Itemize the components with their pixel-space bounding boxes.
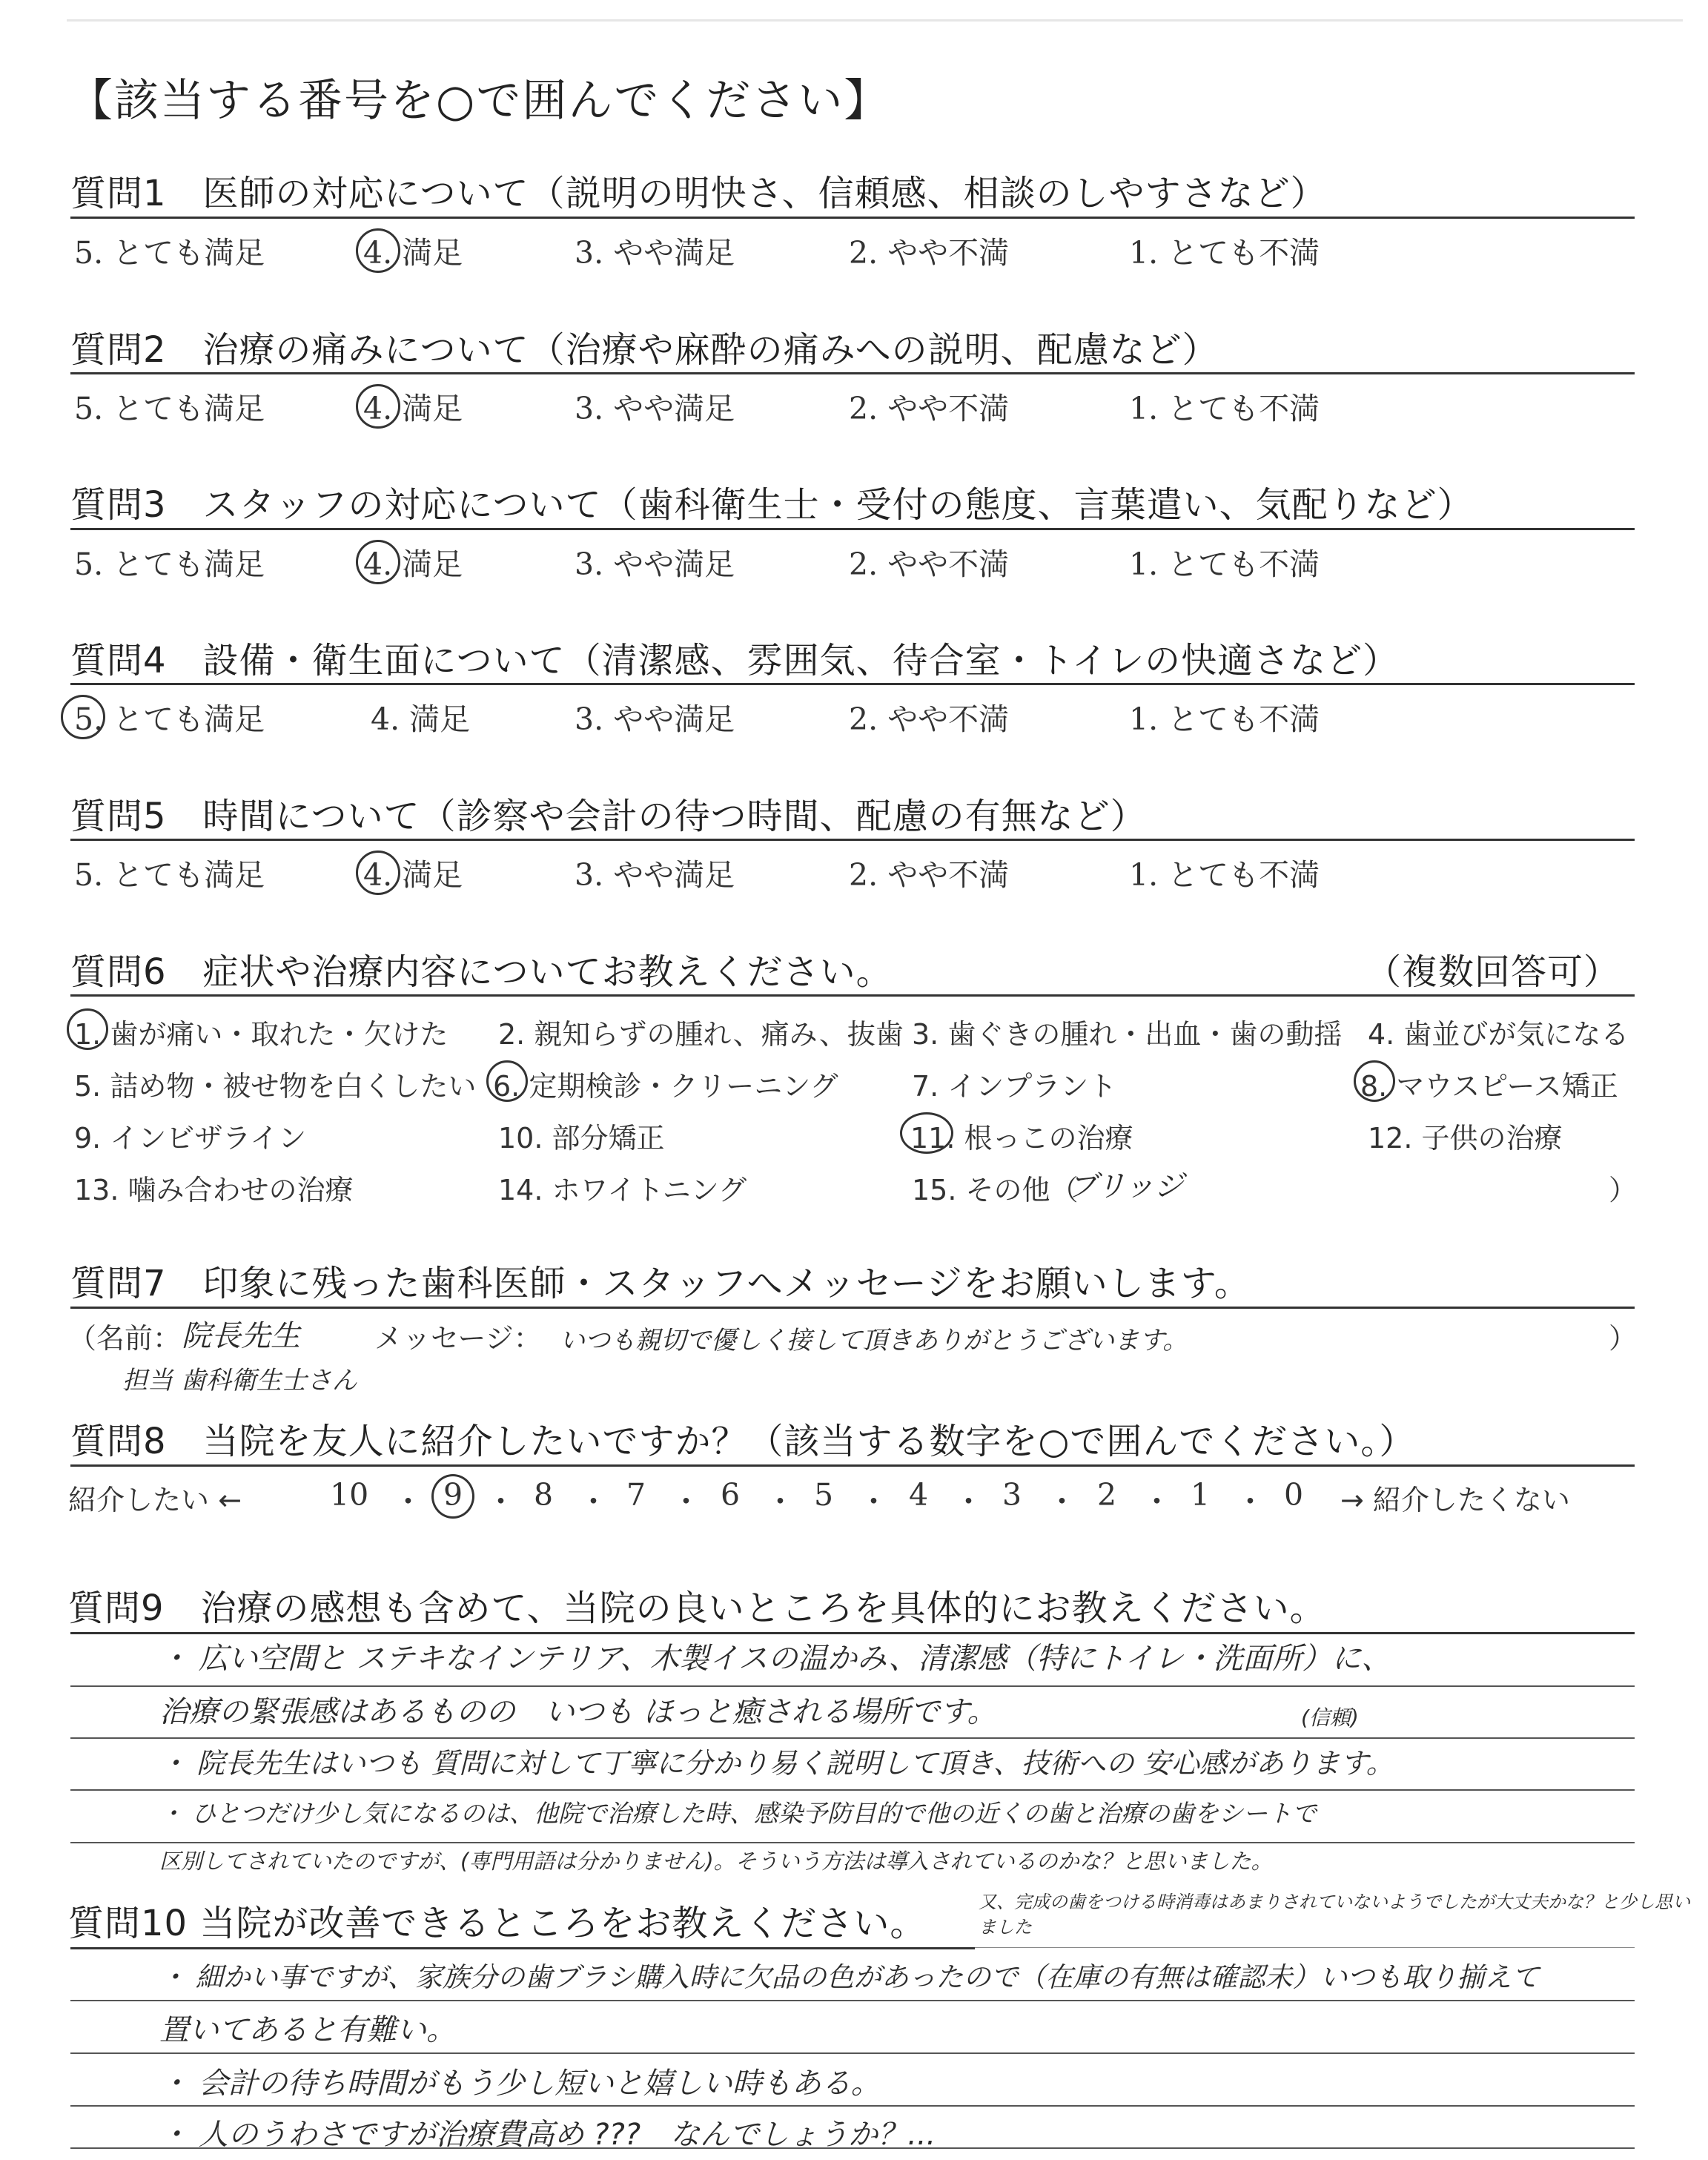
q8-dot: ・ (578, 1484, 609, 1519)
q8-dot: ・ (765, 1484, 795, 1519)
q3-option-4[interactable]: 4. 満足 (363, 546, 463, 582)
q3-rule (70, 528, 1635, 530)
q2-rule (70, 372, 1635, 374)
q8-dot: ・ (953, 1484, 984, 1519)
q9-label: 質問9 治療の感想も含めて、当院の良いところを具体的にお教えください。 (68, 1588, 1326, 1629)
q3-option-1[interactable]: 1. とても不満 (1129, 546, 1320, 582)
q1-option-3[interactable]: 3. やや満足 (575, 235, 735, 271)
q6-label: 質問6 症状や治療内容についてお教えください。 (70, 951, 893, 993)
q1-option-5[interactable]: 5. とても満足 (74, 235, 265, 271)
q8-score-5[interactable]: 5 (814, 1477, 834, 1513)
q8-dot: ・ (1235, 1484, 1265, 1519)
q6-option-3[interactable]: 3. 歯ぐきの腫れ・出血・歯の動揺 (912, 1018, 1343, 1051)
q9-line-1 (70, 1685, 1635, 1687)
q6-option-15[interactable]: 15. その他（ (912, 1174, 1079, 1206)
q9-rule (70, 1632, 1635, 1634)
q8-dot: ・ (1142, 1484, 1172, 1519)
q10-text-line-4: ・ 人のうわさですが治療費高め ??? なんでしょうか？... (159, 2118, 936, 2152)
q8-score-10[interactable]: 10 (330, 1477, 369, 1513)
q10-line-1 (70, 2000, 1635, 2001)
q6-option-10[interactable]: 10. 部分矯正 (498, 1122, 665, 1155)
q7-message-label: メッセージ： (374, 1322, 542, 1355)
q10-line-3 (70, 2105, 1635, 2107)
q8-score-3[interactable]: 3 (1002, 1477, 1022, 1513)
q4-option-3[interactable]: 3. やや満足 (575, 701, 735, 737)
q3-option-2[interactable]: 2. やや不満 (849, 546, 1010, 582)
q1-option-2[interactable]: 2. やや不満 (849, 235, 1010, 271)
q5-option-2[interactable]: 2. やや不満 (849, 857, 1010, 893)
q6-option-6[interactable]: 6. 定期検診・クリーニング (493, 1070, 838, 1103)
q7-name-label: （名前： (68, 1322, 182, 1355)
q2-option-4[interactable]: 4. 満足 (363, 391, 463, 426)
q10-line-2 (70, 2052, 1635, 2054)
q5-option-1[interactable]: 1. とても不満 (1129, 857, 1320, 893)
q6-option-7[interactable]: 7. インプラント (912, 1070, 1117, 1103)
q4-option-1[interactable]: 1. とても不満 (1129, 701, 1320, 737)
q5-option-5[interactable]: 5. とても満足 (74, 857, 265, 893)
q3-selection-circle (356, 540, 400, 584)
q1-label: 質問1 医師の対応について（説明の明快さ、信頼感、相談のしやすさなど） (70, 173, 1327, 214)
q6-option-13[interactable]: 13. 噛み合わせの治療 (74, 1174, 354, 1206)
q2-option-5[interactable]: 5. とても満足 (74, 391, 265, 426)
q4-rule (70, 683, 1635, 685)
q7-name-value-2[interactable]: 担当 歯科衛生士さん (122, 1366, 357, 1396)
q1-selection-circle (356, 228, 400, 273)
q9-text-line-2: 治療の緊張感はあるものの いつも ほっと癒される場所です。 (159, 1695, 997, 1729)
q10-text-line-2: 置いてあると有難い。 (159, 2013, 456, 2047)
q6-option-2[interactable]: 2. 親知らずの腫れ、痛み、抜歯 (498, 1018, 904, 1051)
q6-option-5[interactable]: 5. 詰め物・被せ物を白くしたい (74, 1070, 477, 1103)
q6-other-close: ） (1609, 1174, 1638, 1206)
q10-rule-ext (975, 1947, 1635, 1948)
q9-text-line-6: 又、完成の歯をつける時消毒はあまりされていないようでしたが大丈夫かな？と少し思いました (979, 1892, 1690, 1938)
q5-option-4[interactable]: 4. 満足 (363, 857, 463, 893)
q10-text-line-3: ・ 会計の待ち時間がもう少し短いと嬉しい時もある。 (159, 2067, 881, 2101)
q9-text-line-4: ・ ひとつだけ少し気になるのは、他院で治療した時、感染予防目的で他の近くの歯と治療の歯をシートで (159, 1799, 1317, 1828)
q1-rule (70, 217, 1635, 219)
q4-option-5[interactable]: 5. とても満足 (74, 701, 265, 737)
q5-label: 質問5 時間について（診察や会計の待つ時間、配慮の有無など） (70, 796, 1147, 837)
top-border (67, 19, 1683, 22)
q6-option-14[interactable]: 14. ホワイトニング (498, 1174, 747, 1206)
q4-option-2[interactable]: 2. やや不満 (849, 701, 1010, 737)
q3-label: 質問3 スタッフの対応について（歯科衛生士・受付の態度、言葉遣い、気配りなど） (70, 484, 1474, 526)
q7-name-value[interactable]: 院長先生 (182, 1319, 300, 1353)
q8-score-4[interactable]: 4 (909, 1477, 929, 1513)
q6-circle-6 (486, 1060, 528, 1102)
q6-option-8[interactable]: 8. マウスピース矯正 (1360, 1070, 1618, 1103)
q8-rule (70, 1464, 1635, 1467)
q2-option-2[interactable]: 2. やや不満 (849, 391, 1010, 426)
q7-message-value[interactable]: いつも親切で優しく接して頂きありがとうございます。 (560, 1326, 1188, 1355)
q1-option-4[interactable]: 4. 満足 (363, 235, 463, 271)
q8-dot: ・ (393, 1484, 423, 1519)
q4-option-4[interactable]: 4. 満足 (371, 701, 471, 737)
q6-option-4[interactable]: 4. 歯並びが気になる (1368, 1018, 1629, 1051)
q3-option-3[interactable]: 3. やや満足 (575, 546, 735, 582)
q8-score-8[interactable]: 8 (534, 1477, 554, 1513)
q6-other-text: ブリッジ (1068, 1169, 1184, 1203)
q8-dot: ・ (1047, 1484, 1077, 1519)
q9-line-3 (70, 1789, 1635, 1791)
q8-dot: ・ (858, 1484, 889, 1519)
page-title: 【該当する番号を○で囲んでください】 (68, 75, 890, 127)
q9-line-2 (70, 1737, 1635, 1739)
q9-line-4 (70, 1842, 1635, 1843)
q2-option-3[interactable]: 3. やや満足 (575, 391, 735, 426)
q10-label: 質問10 当院が改善できるところをお教えください。 (68, 1903, 927, 1944)
q1-option-1[interactable]: 1. とても不満 (1129, 235, 1320, 271)
q9-text-line-1: ・ 広い空間と ステキなインテリア、木製イスの温かみ、清潔感（特にトイレ・洗面所）に、 (159, 1642, 1391, 1676)
q5-selection-circle (356, 851, 400, 895)
q7-close: ） (1609, 1322, 1638, 1355)
q9-text-line-3: ・ 院長先生はいつも 質問に対して丁寧に分かり易く説明して頂き、技術への 安心感があります。 (159, 1747, 1394, 1780)
q6-option-12[interactable]: 12. 子供の治療 (1368, 1122, 1563, 1155)
q8-score-6[interactable]: 6 (721, 1477, 741, 1513)
q9-text-line-5: 区別してされていたのですが、(専門用語は分かりません)。そういう方法は導入されているのかな？と思いました。 (159, 1849, 1273, 1874)
q8-label: 質問8 当院を友人に紹介したいですか？（該当する数字を○で囲んでください。） (70, 1421, 1416, 1462)
q8-dot: ・ (486, 1484, 516, 1519)
q8-score-7[interactable]: 7 (626, 1477, 646, 1513)
q2-option-1[interactable]: 1. とても不満 (1129, 391, 1320, 426)
q8-score-9[interactable]: 9 (443, 1477, 463, 1513)
q8-right-label: → 紹介したくない (1340, 1484, 1570, 1516)
q4-label: 質問4 設備・衛生面について（清潔感、雰囲気、待合室・トイレの快適さなど） (70, 640, 1400, 681)
q5-option-3[interactable]: 3. やや満足 (575, 857, 735, 893)
q6-option-11[interactable]: 11. 根っこの治療 (910, 1122, 1133, 1155)
q5-rule (70, 839, 1635, 841)
q8-score-2[interactable]: 2 (1097, 1477, 1117, 1513)
q6-option-1[interactable]: 1. 歯が痛い・取れた・欠けた (74, 1018, 448, 1051)
q3-option-5[interactable]: 5. とても満足 (74, 546, 265, 582)
q7-rule (70, 1307, 1635, 1309)
q8-score-1[interactable]: 1 (1191, 1477, 1211, 1513)
q8-score-0[interactable]: 0 (1284, 1477, 1304, 1513)
q10-text-line-1: ・ 細かい事ですが、家族分の歯ブラシ購入時に欠品の色があったので（在庫の有無は確認未）いつも取り揃えて (159, 1961, 1540, 1993)
q6-circle-11 (900, 1112, 953, 1154)
q9-text-annotation: (信頼) (1301, 1705, 1359, 1730)
q6-option-9[interactable]: 9. インビザライン (74, 1122, 307, 1155)
q10-rule (70, 1947, 975, 1949)
q2-selection-circle (356, 384, 400, 429)
q8-selection-circle (431, 1474, 474, 1519)
q6-circle-8 (1354, 1060, 1395, 1102)
q4-selection-circle (61, 695, 105, 739)
q2-label: 質問2 治療の痛みについて（治療や麻酔の痛みへの説明、配慮など） (70, 329, 1219, 371)
q6-note: （複数回答可） (1366, 951, 1621, 993)
q8-dot: ・ (671, 1484, 701, 1519)
q6-rule (70, 994, 1635, 997)
q8-left-label: 紹介したい ← (68, 1484, 242, 1516)
q6-circle-1 (67, 1008, 108, 1050)
q7-label: 質問7 印象に残った歯科医師・スタッフへメッセージをお願いします。 (70, 1263, 1251, 1304)
